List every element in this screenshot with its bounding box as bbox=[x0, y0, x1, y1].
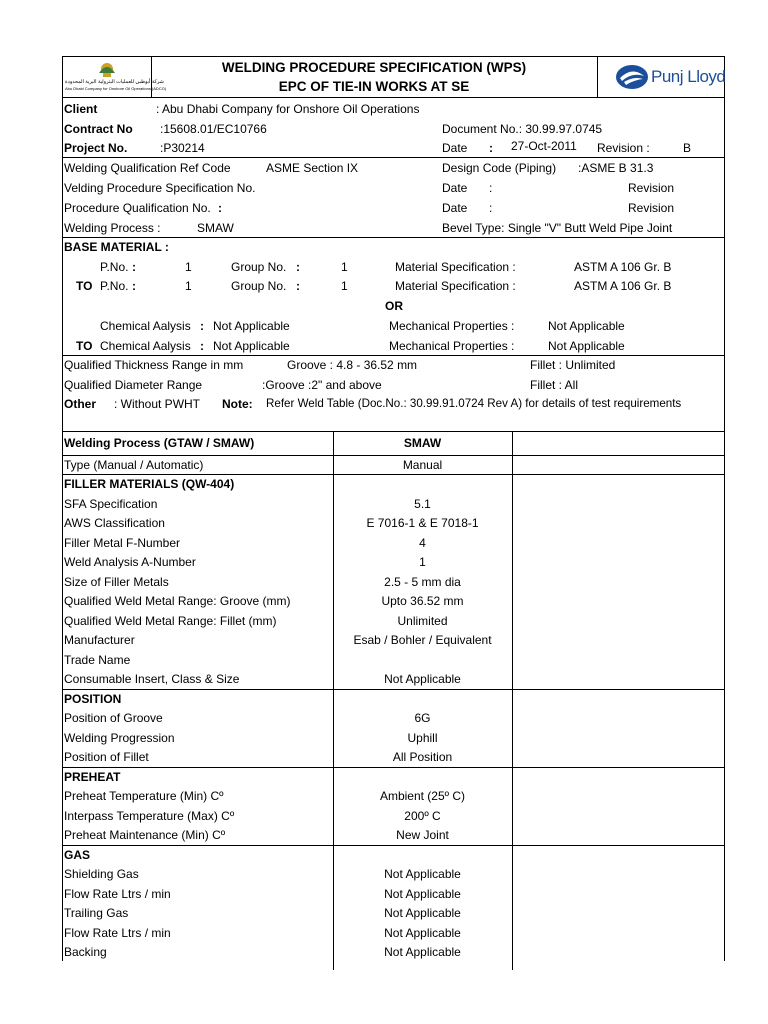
pno-label-1: P.No. bbox=[100, 260, 129, 274]
date-colon: : bbox=[489, 141, 493, 155]
group-value-2: 1 bbox=[341, 279, 348, 293]
table-row-value: 200º C bbox=[404, 808, 441, 823]
table-row-value: Not Applicable bbox=[384, 945, 461, 959]
table-row-label: FILLER MATERIALS (QW-404) bbox=[64, 477, 235, 491]
table-column-divider-1 bbox=[333, 431, 334, 970]
date-value: 27-Oct-2011 bbox=[511, 139, 577, 153]
other-value: : Without PWHT bbox=[114, 397, 201, 411]
mechanical-properties-value-2: Not Applicable bbox=[548, 339, 625, 353]
info-rule bbox=[63, 157, 724, 158]
revision-value: B bbox=[683, 141, 692, 155]
chemical-analysis-colon-1: : bbox=[200, 319, 204, 333]
table-row-label: Trailing Gas bbox=[64, 906, 129, 920]
client-value: : Abu Dhabi Company for Onshore Oil Operations bbox=[156, 102, 420, 116]
punj-lloyd-logo bbox=[597, 57, 724, 97]
pq-number-label: Procedure Qualification No. bbox=[64, 201, 211, 215]
wps-date-label: Date bbox=[442, 181, 468, 195]
pno-value-1: 1 bbox=[185, 260, 192, 274]
table-row-label: Weld Analysis A-Number bbox=[64, 555, 196, 569]
chemical-analysis-colon-2: : bbox=[200, 339, 204, 353]
ranges-rule bbox=[63, 355, 724, 356]
table-row-label: Flow Rate Ltrs / min bbox=[64, 886, 171, 901]
section-rule bbox=[63, 689, 724, 690]
or-label: OR bbox=[385, 299, 403, 313]
table-row-value: All Position bbox=[392, 750, 453, 764]
client-label: Client bbox=[64, 102, 98, 116]
group-colon-2: : bbox=[296, 279, 300, 293]
table-row-label: SFA Specification bbox=[64, 496, 158, 511]
table-row-value: Uphill bbox=[407, 730, 438, 745]
header-bottom-rule bbox=[63, 97, 724, 98]
table-row-value: Upto 36.52 mm bbox=[381, 594, 464, 608]
contract-value: :15608.01/EC10766 bbox=[160, 122, 267, 136]
diameter-fillet-value: Fillet : All bbox=[530, 378, 579, 392]
document-number: Document No.: 30.99.97.0745 bbox=[442, 122, 603, 136]
table-row-label: Interpass Temperature (Max) Cº bbox=[64, 808, 235, 823]
group-label-1: Group No. bbox=[231, 260, 287, 274]
table-row-value: 5.1 bbox=[414, 496, 431, 511]
table-row-value: New Joint bbox=[396, 828, 449, 842]
pq-date-label: Date bbox=[442, 201, 468, 215]
wps-number-label: Velding Procedure Specification No. bbox=[64, 181, 256, 195]
table-row-value: E 7016-1 & E 7018-1 bbox=[366, 516, 479, 530]
base-material-heading: BASE MATERIAL : bbox=[64, 240, 169, 254]
table-row-label: Qualified Weld Metal Range: Groove (mm) bbox=[64, 594, 291, 608]
design-code-value: :ASME B 31.3 bbox=[578, 161, 654, 175]
table-row-label: Flow Rate Ltrs / min bbox=[64, 925, 171, 940]
revision-label: Revision : bbox=[597, 141, 650, 155]
section-rule bbox=[63, 767, 724, 768]
welding-qual-ref-label: Welding Qualification Ref Code bbox=[64, 161, 231, 175]
table-row-label: AWS Classification bbox=[64, 516, 165, 530]
table-row-label: Backing bbox=[64, 945, 107, 959]
table-row-value: Not Applicable bbox=[384, 867, 461, 881]
section-rule bbox=[63, 474, 724, 475]
pno-label-2: P.No. bbox=[100, 279, 129, 293]
group-label-2: Group No. bbox=[231, 279, 287, 293]
chemical-analysis-label-2: Chemical Aalysis bbox=[100, 339, 191, 353]
table-row-label: Position of Fillet bbox=[64, 750, 149, 764]
table-row-label: PREHEAT bbox=[64, 769, 121, 784]
table-row-value: 6G bbox=[414, 711, 431, 725]
table-row-label: Trade Name bbox=[64, 652, 131, 667]
to-label-2: TO bbox=[76, 339, 93, 353]
table-row-label: Shielding Gas bbox=[64, 867, 139, 881]
table-row-value: Not Applicable bbox=[384, 886, 461, 901]
pno-colon-1: : bbox=[132, 260, 136, 274]
diameter-range-label: Qualified Diameter Range bbox=[64, 378, 203, 392]
section-rule bbox=[63, 845, 724, 846]
table-row-label: Manufacturer bbox=[64, 633, 135, 647]
wps-date-colon: : bbox=[489, 181, 493, 195]
pq-revision-label: Revision bbox=[628, 201, 675, 215]
material-spec-value-1: ASTM A 106 Gr. B bbox=[574, 260, 672, 274]
table-row-label: GAS bbox=[64, 847, 91, 862]
table-row-value: 4 bbox=[419, 535, 426, 550]
thickness-fillet-value: Fillet : Unlimited bbox=[530, 358, 616, 372]
table-row-label: Size of Filler Metals bbox=[64, 574, 169, 589]
adco-english-name: Abu Dhabi Company for Onshore Oil Operations (ADCO) bbox=[65, 86, 167, 91]
table-row-label: Filler Metal F-Number bbox=[64, 535, 181, 550]
wps-revision-label: Revision bbox=[628, 181, 675, 195]
table-row-value: Ambient (25º C) bbox=[379, 789, 466, 803]
table-row-value: Unlimited bbox=[397, 613, 448, 628]
welding-process-value: SMAW bbox=[197, 221, 234, 235]
material-spec-label-1: Material Specification : bbox=[395, 260, 516, 274]
material-spec-label-2: Material Specification : bbox=[395, 279, 516, 293]
table-row-value: Manual bbox=[402, 457, 443, 472]
mechanical-properties-label-1: Mechanical Properties : bbox=[389, 319, 515, 333]
table-top-rule bbox=[63, 431, 724, 432]
thickness-range-value: Groove : 4.8 - 36.52 mm bbox=[287, 358, 418, 372]
table-row-label: Preheat Temperature (Min) Cº bbox=[64, 789, 224, 803]
table-row-value: Not Applicable bbox=[384, 925, 461, 940]
table-row-value: 1 bbox=[419, 555, 426, 569]
chemical-analysis-value-2: Not Applicable bbox=[213, 339, 290, 353]
wps-sheet bbox=[62, 56, 725, 961]
thickness-range-label: Qualified Thickness Range in mm bbox=[64, 358, 244, 372]
table-row-label: Welding Progression bbox=[64, 730, 175, 745]
chemical-analysis-label-1: Chemical Aalysis bbox=[100, 319, 191, 333]
pno-colon-2: : bbox=[132, 279, 136, 293]
date-label: Date bbox=[442, 141, 468, 155]
adco-arabic-name: شركة أبوظبي للعمليات البترولية البرية المحدودة bbox=[65, 79, 164, 85]
group-value-1: 1 bbox=[341, 260, 348, 274]
table-row-value: 2.5 - 5 mm dia bbox=[384, 574, 461, 589]
diameter-range-value: :Groove :2" and above bbox=[262, 378, 382, 392]
table-row-label: Qualified Weld Metal Range: Fillet (mm) bbox=[64, 613, 277, 628]
design-code-label: Design Code (Piping) bbox=[442, 161, 557, 175]
mechanical-properties-value-1: Not Applicable bbox=[548, 319, 625, 333]
table-header-rule bbox=[63, 455, 724, 456]
table-row-label: Type (Manual / Automatic) bbox=[64, 457, 204, 472]
pq-date-colon: : bbox=[489, 201, 493, 215]
bevel-type: Bevel Type: Single "V" Butt Weld Pipe Joint bbox=[442, 221, 673, 235]
contract-label: Contract No bbox=[64, 122, 133, 136]
project-value: :P30214 bbox=[160, 141, 205, 155]
group-colon-1: : bbox=[296, 260, 300, 274]
chemical-analysis-value-1: Not Applicable bbox=[213, 319, 290, 333]
mechanical-properties-label-2: Mechanical Properties : bbox=[389, 339, 515, 353]
adco-emblem-icon bbox=[63, 57, 167, 97]
table-header-process: Welding Process (GTAW / SMAW) bbox=[64, 436, 255, 450]
table-row-label: POSITION bbox=[64, 691, 122, 706]
table-header-smaw: SMAW bbox=[403, 436, 442, 450]
table-row-value: Not Applicable bbox=[384, 906, 461, 920]
note-value: Refer Weld Table (Doc.No.: 30.99.91.0724 Rev A) for details of test requirements bbox=[266, 397, 682, 410]
adco-logo bbox=[63, 57, 167, 97]
welding-process-label: Welding Process : bbox=[64, 221, 161, 235]
note-label: Note: bbox=[222, 397, 253, 411]
project-label: Project No. bbox=[64, 141, 128, 155]
document-title: WELDING PROCEDURE SPECIFICATION (WPS) bbox=[221, 60, 527, 75]
table-row-value: Esab / Bohler / Equivalent bbox=[353, 633, 492, 647]
other-label: Other bbox=[64, 397, 97, 411]
table-row-value: Not Applicable bbox=[384, 672, 461, 686]
table-row-label: Preheat Maintenance (Min) Cº bbox=[64, 828, 226, 842]
welding-qual-ref-value: ASME Section IX bbox=[266, 161, 359, 175]
table-column-divider-2 bbox=[512, 431, 513, 970]
to-label-1: TO bbox=[76, 279, 93, 293]
document-subtitle: EPC OF TIE-IN WORKS AT SE bbox=[278, 79, 470, 94]
pq-number-colon: : bbox=[218, 201, 222, 215]
base-material-rule bbox=[63, 237, 724, 238]
punj-lloyd-swirl-icon bbox=[615, 64, 649, 90]
pno-value-2: 1 bbox=[185, 279, 192, 293]
material-spec-value-2: ASTM A 106 Gr. B bbox=[574, 279, 672, 293]
table-row-label: Consumable Insert, Class & Size bbox=[64, 672, 240, 686]
punj-lloyd-wordmark: Punj Lloyd bbox=[651, 67, 726, 86]
table-row-label: Position of Groove bbox=[64, 711, 163, 725]
